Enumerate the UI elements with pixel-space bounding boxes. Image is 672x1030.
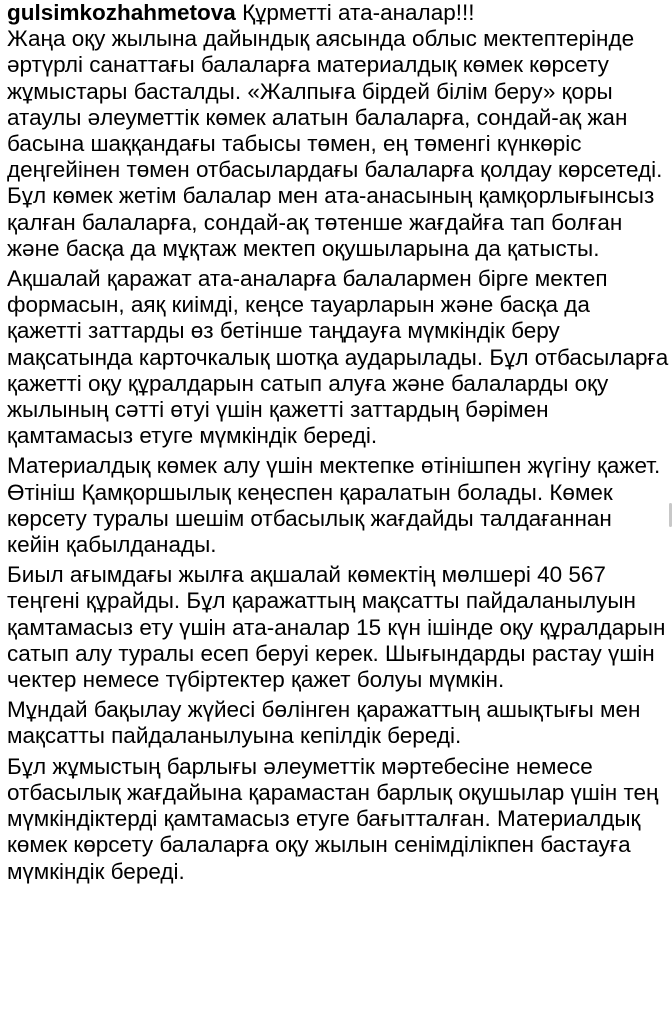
caption-paragraph: Мұндай бақылау жүйесі бөлінген қаражаттың ашықтығы мен мақсатты пайдаланылуына кепілдік береді. (7, 697, 641, 749)
caption-paragraph (7, 0, 669, 262)
caption-paragraph: Ақшалай қаражат ата-аналарға балалармен бірге мектеп формасын, аяқ киімді, кеңсе тауарларын және басқа да қажетті заттарды өз бетінше таңдауға мүмкіндік беру мақсатында карточкалық шотқа аударылады. Бұл отбасыларға қажетті оқу құралдарын сатып алуға және балаларды оқу жылының сәтті өтуі үшін қажетті заттардың бәрімен қамтамасыз етуге мүмкіндік береді. (7, 266, 669, 449)
caption-paragraph: Бұл жұмыстың барлығы әлеуметтік мәртебесіне немесе отбасылық жағдайына қарамастан барлық оқушылар үшін тең мүмкіндіктерді қамтамасыз етуге бағытталған. Материалдық көмек көрсету балаларға оқу жылын сенімділікпен бастауға мүмкіндік береді. (7, 753, 659, 884)
post-caption (7, 0, 669, 889)
caption-greeting: Құрметті ата-аналар!!! (235, 0, 475, 25)
caption-text: Жаңа оқу жылына дайындық аясында облыс мектептерінде әртүрлі санаттағы балаларға материалдық көмек көрсету жұмыстары басталды. «Жалпыға бірдей білім беру» қоры атаулы әлеуметтік көмек алатын балаларға, сондай-ақ жан басына шаққандағы табысы төмен, ең төменгі күнкөріс деңгейінен төмен отбасылардағы балаларға қолдау көрсетеді. Бұл көмек жетім балалар мен ата-анасының қамқорлығынсыз қалған балаларға, сондай-ақ төтенше жағдайға тап болған және басқа да мұқтаж мектеп оқушыларына да қатысты. (7, 26, 663, 261)
caption-paragraph: Материалдық көмек алу үшін мектепке өтінішпен жүгіну қажет. Өтініш Қамқоршылық кеңеспен қаралатын болады. Көмек көрсету туралы шешім отбасылық жағдайды талдағаннан кейін қабылданады. (7, 453, 661, 558)
caption-paragraph: Биыл ағымдағы жылға ақшалай көмектің мөлшері 40 567 теңгені құрайды. Бұл қаражаттың мақсатты пайдаланылуын қамтамасыз ету үшін ата-аналар 15 күн ішінде оқу құралдарын сатып алу туралы есеп беруі керек. Шығындарды растау үшін чектер немесе түбіртектер қажет болуы мүмкін. (7, 562, 666, 693)
post-username[interactable]: gulsimkozhahmetova (7, 0, 236, 25)
